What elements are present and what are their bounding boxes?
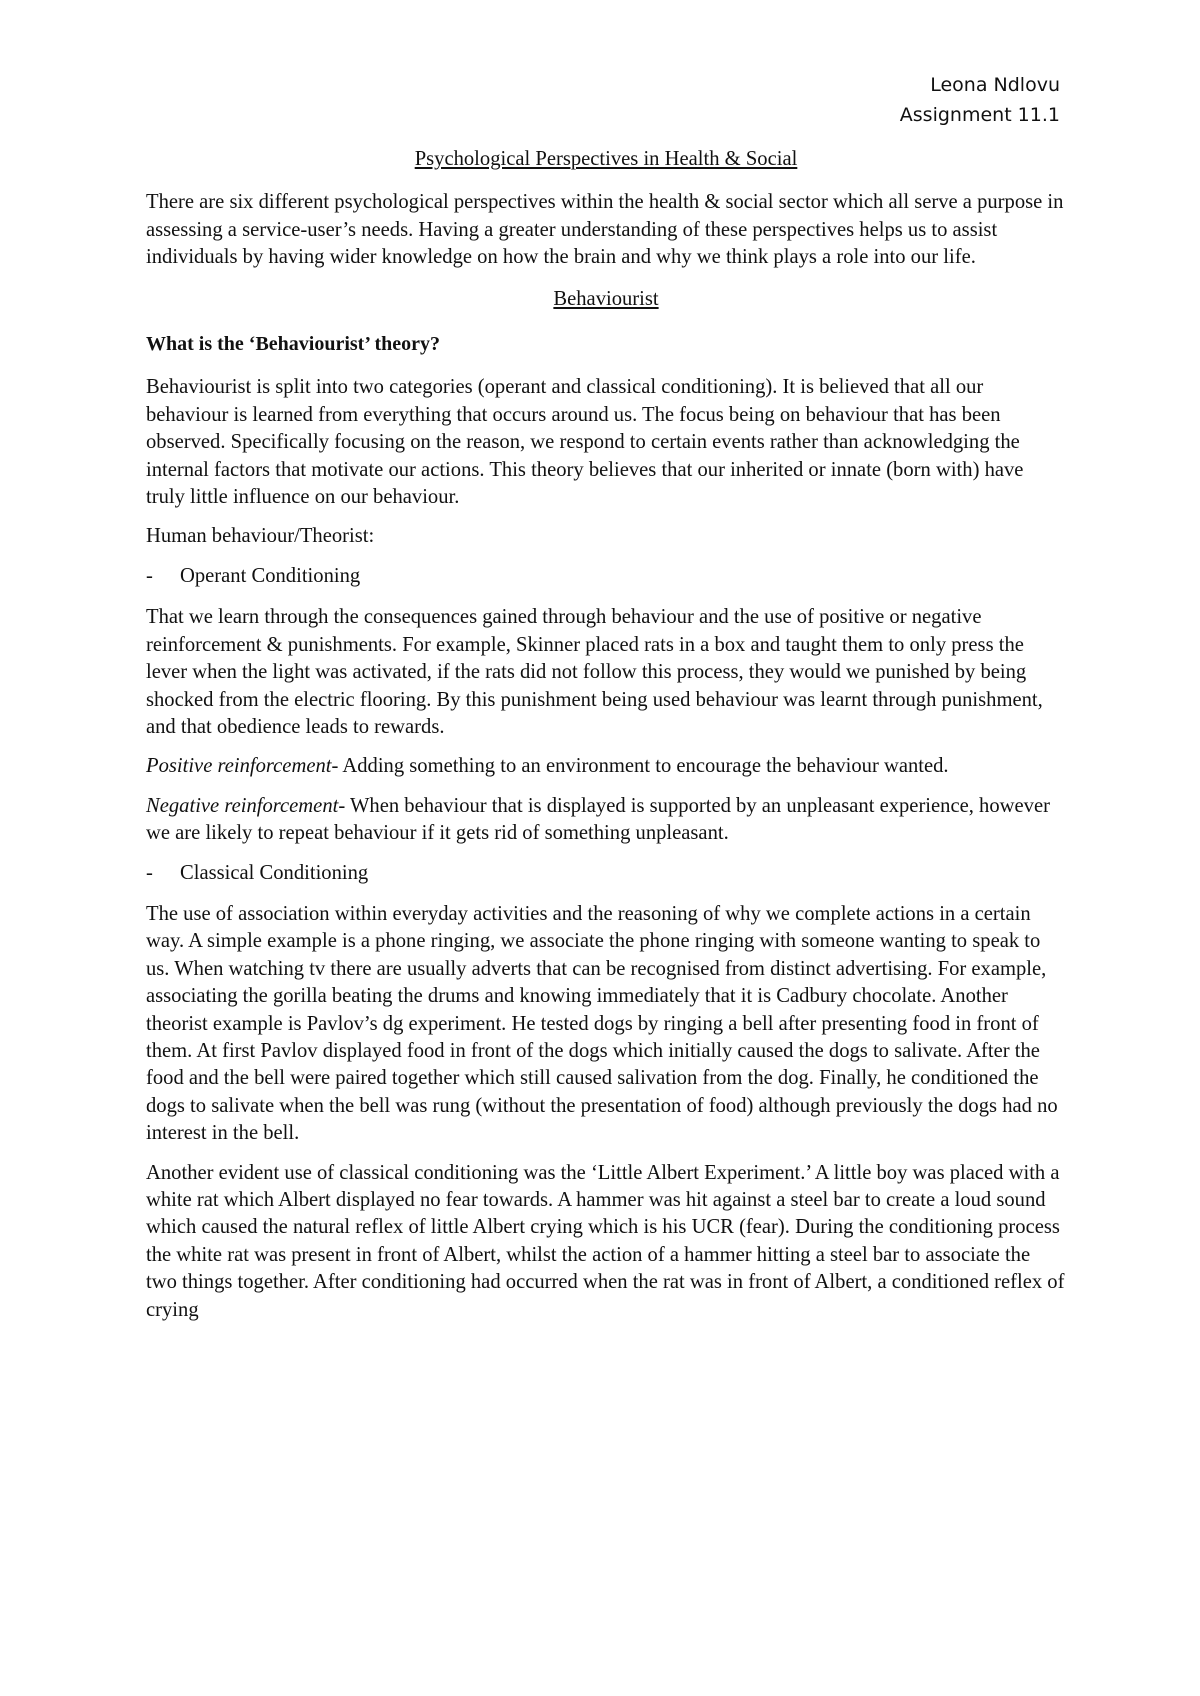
negative-reinforcement-text: When behaviour that is displayed is supported by an unpleasant experience, however we are likely to repeat behaviour if it gets rid of something unpleasant. xyxy=(146,794,1050,845)
negative-reinforcement-paragraph xyxy=(146,793,1066,848)
document-title: Psychological Perspectives in Health & Social xyxy=(414,148,798,170)
positive-reinforcement-paragraph xyxy=(146,753,1066,780)
negative-reinforcement-term: Negative reinforcement- xyxy=(146,794,346,817)
assignment-number: Assignment 11.1 xyxy=(899,104,1060,126)
list-item-classical xyxy=(146,860,1066,887)
operant-paragraph: That we learn through the consequences gained through behaviour and the use of positive or negative reinforcement & punishments. For example, Skinner placed rats in a box and taught them to only press the lever when the light was activated, if the rats did not follow this process, they would we punished by being shocked from the electric flooring. By this punishment being used behaviour was learnt through punishment, and that obedience leads to rewards. xyxy=(146,606,1043,738)
classical-paragraph: The use of association within everyday activities and the reasoning of why we complete actions in a certain way. A simple example is a phone ringing, we associate the phone ringing with someone wanting to speak to us. When watching tv there are usually adverts that can be recognised from distinct advertising. For example, associating the gorilla beating the drums and knowing immediately that it is Cadbury chocolate. Another theorist example is Pavlov’s dg experiment. He tested dogs by ringing a bell after presenting food in front of them. At first Pavlov displayed food in front of the dogs which initially caused the dogs to salivate. After the food and the bell were paired together which still caused salivation from the dog. Finally, he conditioned the dogs to salivate when the bell was rung (without the presentation of food) although previously the dogs had no interest in the bell. xyxy=(146,902,1058,1145)
list-item-operant xyxy=(146,563,1066,590)
document-body xyxy=(146,146,1066,1336)
theorist-label: Human behaviour/Theorist: xyxy=(146,525,375,548)
author-name: Leona Ndlovu xyxy=(930,74,1060,96)
little-albert-paragraph: Another evident use of classical conditioning was the ‘Little Albert Experiment.’ A little boy was placed with a white rat which Albert displayed no fear towards. A hammer was hit against a steel bar to create a loud sound which caused the natural reflex of little Albert crying which is his UCR (fear). During the conditioning process the white rat was present in front of Albert, whilst the action of a hammer hitting a steel bar to associate the two things together. After conditioning had occurred when the rat was in front of Albert, a conditioned reflex of crying xyxy=(146,1161,1065,1321)
bullet-dash: - xyxy=(146,861,153,884)
positive-reinforcement-text: Adding something to an environment to encourage the behaviour wanted. xyxy=(338,755,949,778)
definition-paragraph: Behaviourist is split into two categories (operant and classical conditioning). It is believed that all our behaviour is learned from everything that occurs around us. The focus being on behaviour that has been observed. Specifically focusing on the reason, we respond to certain events rather than acknowledging the internal factors that motivate our actions. This theory believes that our inherited or innate (born with) have truly little influence on our behaviour. xyxy=(146,376,1024,509)
operant-title: Operant Conditioning xyxy=(180,564,361,587)
bullet-dash: - xyxy=(146,564,153,587)
document-header xyxy=(900,70,1060,130)
positive-reinforcement-term: Positive reinforcement- xyxy=(146,755,339,778)
section-question: What is the ‘Behaviourist’ theory? xyxy=(146,333,441,356)
intro-paragraph: There are six different psychological perspectives within the health & social sector which all serve a purpose in assessing a service-user’s needs. Having a greater understanding of these perspectives helps us to assist individuals by having wider knowledge on how the brain and why we think plays a role into our life. xyxy=(146,191,1064,269)
section-heading-behaviourist: Behaviourist xyxy=(553,287,659,310)
classical-title: Classical Conditioning xyxy=(180,861,369,884)
